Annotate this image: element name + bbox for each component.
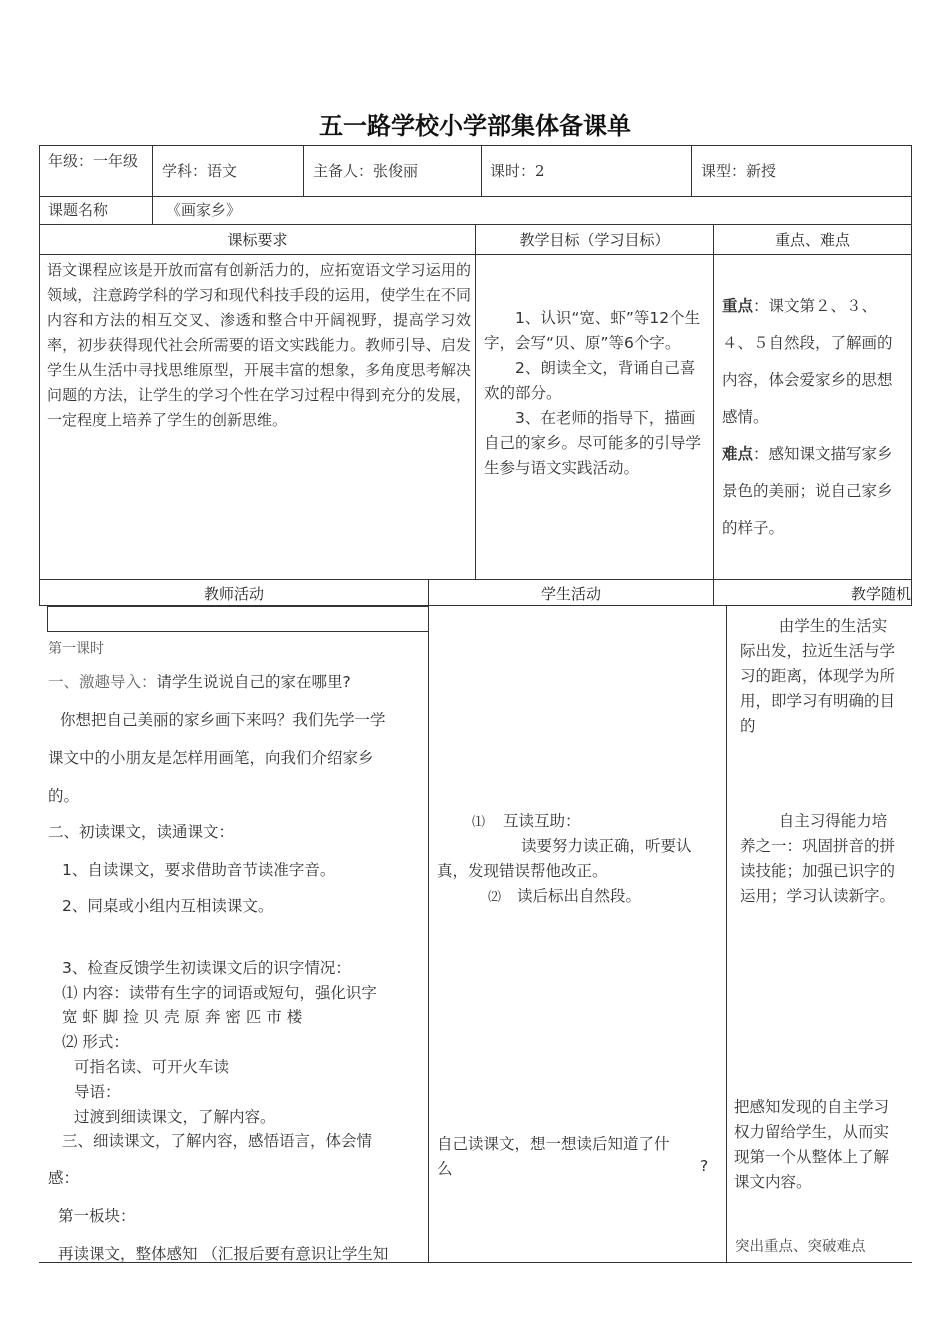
student-line: 读要努力读正确，听要认 <box>521 837 692 855</box>
new-characters: 宽 虾 脚 捡 贝 壳 原 奔 密 匹 市 楼 <box>62 1008 303 1026</box>
teacher-period: 第一课时 <box>48 641 104 657</box>
objective-item: 1、认识“宽、虾”等12个生字，会写“贝、原”等6个字。 <box>484 309 701 352</box>
objectives-header: 教学目标（学习目标） <box>519 231 670 249</box>
teacher-line: 导语： <box>74 1083 121 1101</box>
teacher-line: 过渡到细读课文，了解内容。 <box>74 1108 276 1126</box>
student-line: 么 <box>437 1160 453 1178</box>
subject-cell: 学科：语文 <box>162 162 238 180</box>
teacher-line: 你想把自己美丽的家乡画下来吗？我们先学一学 <box>60 711 386 729</box>
difficult-label: 难点 <box>722 445 754 463</box>
student-question-mark: ? <box>700 1157 709 1175</box>
student-activity-1: ⑴ 互读互助： <box>472 812 581 830</box>
page-title: 五一路学校小学部集体备课单 <box>319 112 631 140</box>
grade-cell: 年级：一年级 <box>48 152 139 170</box>
key-text: ：课文第２、３、４、５自然段，了解画的内容，体会爱家乡的思想感情。 <box>722 297 893 426</box>
note-2: 自主习得能力培养之一：巩固拼音的拼读技能；加强已识字的运用；学习认读新字。 <box>740 812 896 905</box>
topic-value: 《画家乡》 <box>166 201 242 219</box>
student-line: 自己读课文，想一想读后知道了什 <box>437 1135 670 1153</box>
note-1: 由学生的生活实际出发，拉近生活与学习的距离，体现学为所用，即学习有明确的目的 <box>740 617 896 735</box>
teacher-line: 的。 <box>48 787 80 805</box>
period-cell: 课时：2 <box>490 162 545 180</box>
curriculum-header: 课标要求 <box>227 231 288 249</box>
teacher-line: 感： <box>48 1169 80 1187</box>
teacher-line: 课文中的小朋友是怎样用画笔，向我们介绍家乡 <box>48 749 374 767</box>
objective-item: 3、在老师的指导下，描画自己的家乡。尽可能多的引导学生参与语文实践活动。 <box>484 409 702 477</box>
key-label: 重点 <box>722 297 754 315</box>
preparer-cell: 主备人：张俊丽 <box>313 162 419 180</box>
teacher-line: 第一板块： <box>58 1207 136 1225</box>
teacher-line: 3、检查反馈学生初读课文后的识字情况： <box>62 959 351 977</box>
note-3: 把感知发现的自主学习权力留给学生，从而实现第一个从整体上了解课文内容。 <box>734 1098 890 1191</box>
student-activity-2: ⑵ 读后标出自然段。 <box>488 887 642 905</box>
note-4: 突出重点、突破难点 <box>735 1239 866 1255</box>
teacher-line: ⑴ 内容：读带有生字的词语或短句，强化识字 <box>62 984 377 1002</box>
teacher-section-3: 三、细读课文，了解内容，感悟语言，体会情 <box>62 1132 373 1150</box>
teacher-section-2: 二、初读课文，读通课文： <box>48 823 235 841</box>
teacher-header: 教师活动 <box>203 585 264 603</box>
topic-label: 课题名称 <box>48 201 109 219</box>
teacher-line: 1、自读课文，要求借助音节读准字音。 <box>62 861 336 879</box>
lesson-type-cell: 课型：新授 <box>701 162 777 180</box>
objectives-list <box>484 306 706 481</box>
curriculum-text: 语文课程应该是开放而富有创新活力的，应拓宽语文学习运用的领域，注意跨学科的学习和现代科技手段的运用，使学生在不同内容和方法的相互交叉、渗透和整合中开阔视野，提高学习效率，初步获得现代社会所需要的语文实践能力。教师引导、启发学生从生活中寻找思维原型，开展丰富的想象，多角度思考解决问题的方法，让学生的学习个性在学习过程中得到充分的发展，一定程度上培养了学生的创新思维。 <box>47 261 471 429</box>
teacher-line: 2、同桌或小组内互相读课文。 <box>62 897 274 915</box>
difficult-text: ：感知课文描写家乡景色的美丽；说自己家乡的样子。 <box>722 445 893 537</box>
objective-item: 2、朗读全文，背诵自己喜欢的部分。 <box>484 359 696 402</box>
student-line: 真，发现错误帮他改正。 <box>437 862 608 880</box>
teacher-section-1: 一、激趣导入：请学生说说自己的家在哪里? <box>48 673 351 691</box>
student-header: 学生活动 <box>540 585 601 603</box>
teacher-line: ⑵ 形式： <box>62 1033 129 1051</box>
keypoints-header: 重点、难点 <box>774 231 850 249</box>
notes-header: 教学随机 <box>850 585 911 603</box>
teacher-line: 可指名读、可开火车读 <box>74 1058 230 1076</box>
teacher-line: 再读课文，整体感知 （汇报后要有意识让学生知 <box>58 1245 389 1263</box>
keypoints-text <box>722 288 904 547</box>
